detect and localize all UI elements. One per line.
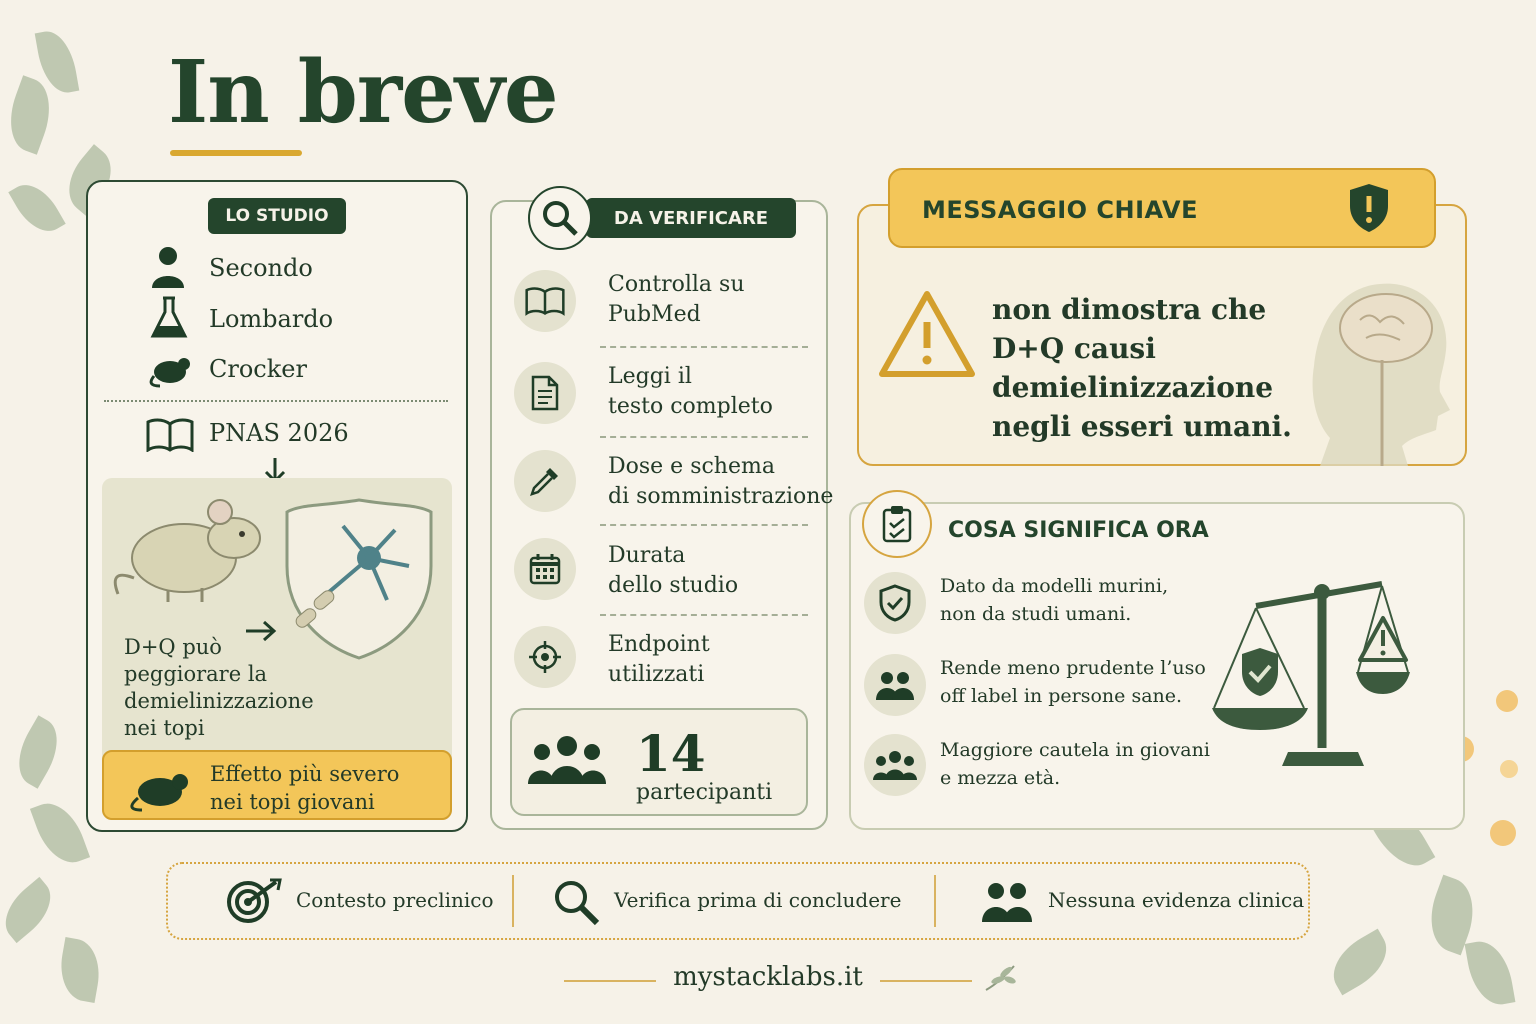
key-message-text: non dimostra che D+Q causi demielinizzazione negli esseri umani. [992, 293, 1292, 443]
site-url: mystacklabs.it [673, 962, 863, 992]
title-underline [170, 150, 302, 156]
page-title: In breve [168, 42, 558, 143]
highlight-text: Effetto più severo nei topi giovani [210, 762, 400, 814]
verify-divider [600, 524, 808, 526]
footer-item-no-evidence: Nessuna evidenza clinica [1048, 888, 1305, 912]
mouse-icon [146, 352, 196, 392]
clipboard-check-icon [862, 490, 932, 558]
balance-scale-illustration [1208, 568, 1412, 774]
study-badge: LO STUDIO [208, 198, 346, 234]
mouse-silhouette-icon [122, 768, 194, 816]
study-divider [104, 400, 448, 402]
brain-head-illustration [1310, 270, 1460, 470]
calendar-icon [514, 538, 576, 600]
key-message-title: MESSAGGIO CHIAVE [922, 196, 1198, 224]
footer-separator [934, 875, 936, 927]
verify-item-duration: Durata dello studio [608, 543, 739, 598]
verify-item-pubmed: Controlla su PubMed [608, 272, 745, 327]
journal-label: PNAS 2026 [209, 419, 349, 447]
author-crocker: Crocker [209, 355, 307, 383]
author-lombardo: Lombardo [209, 305, 334, 333]
people-icon [980, 880, 1034, 926]
dropper-icon [514, 450, 576, 512]
group-icon [526, 734, 608, 790]
verify-divider [600, 346, 808, 348]
leaf-sprig-icon [984, 962, 1018, 996]
verify-item-dose: Dose e schema di somministrazione [608, 454, 834, 509]
group-icon [864, 734, 926, 796]
magnifier-icon [528, 186, 592, 250]
participants-label: partecipanti [636, 780, 773, 805]
people-icon [864, 654, 926, 716]
footer-item-preclinical: Contesto preclinico [296, 888, 494, 912]
document-icon [514, 362, 576, 424]
meaning-item-caution: Maggiore cautela in giovani e mezza età. [940, 739, 1210, 789]
verify-badge: DA VERIFICARE [586, 198, 796, 238]
shield-alert-icon [1346, 182, 1392, 238]
site-line-right [880, 980, 972, 982]
target-arrow-icon [226, 878, 282, 928]
meaning-item-murine: Dato da modelli murini, non da studi umani. [940, 575, 1169, 625]
target-icon [514, 626, 576, 688]
warning-triangle-icon [878, 288, 976, 384]
open-book-icon [514, 270, 576, 332]
verify-item-endpoint: Endpoint utilizzati [608, 632, 710, 687]
meaning-title: COSA SIGNIFICA ORA [948, 518, 1209, 543]
verify-divider [600, 614, 808, 616]
meaning-item-offlabel: Rende meno prudente l’uso off label in persone sane. [940, 657, 1206, 707]
footer-item-verify: Verifica prima di concludere [614, 888, 902, 912]
person-icon [150, 246, 186, 292]
verify-item-fulltext: Leggi il testo completo [608, 364, 773, 419]
author-secondo: Secondo [209, 254, 313, 282]
mouse-illustration [108, 498, 268, 614]
flask-icon [150, 296, 188, 344]
study-finding: D+Q può peggiorare la demielinizzazione nei topi [124, 635, 314, 740]
verify-divider [600, 436, 808, 438]
shield-check-icon [864, 572, 926, 634]
participants-count: 14 [636, 724, 706, 783]
footer-separator [512, 875, 514, 927]
open-book-icon [146, 418, 194, 456]
magnifier-icon [552, 878, 600, 930]
